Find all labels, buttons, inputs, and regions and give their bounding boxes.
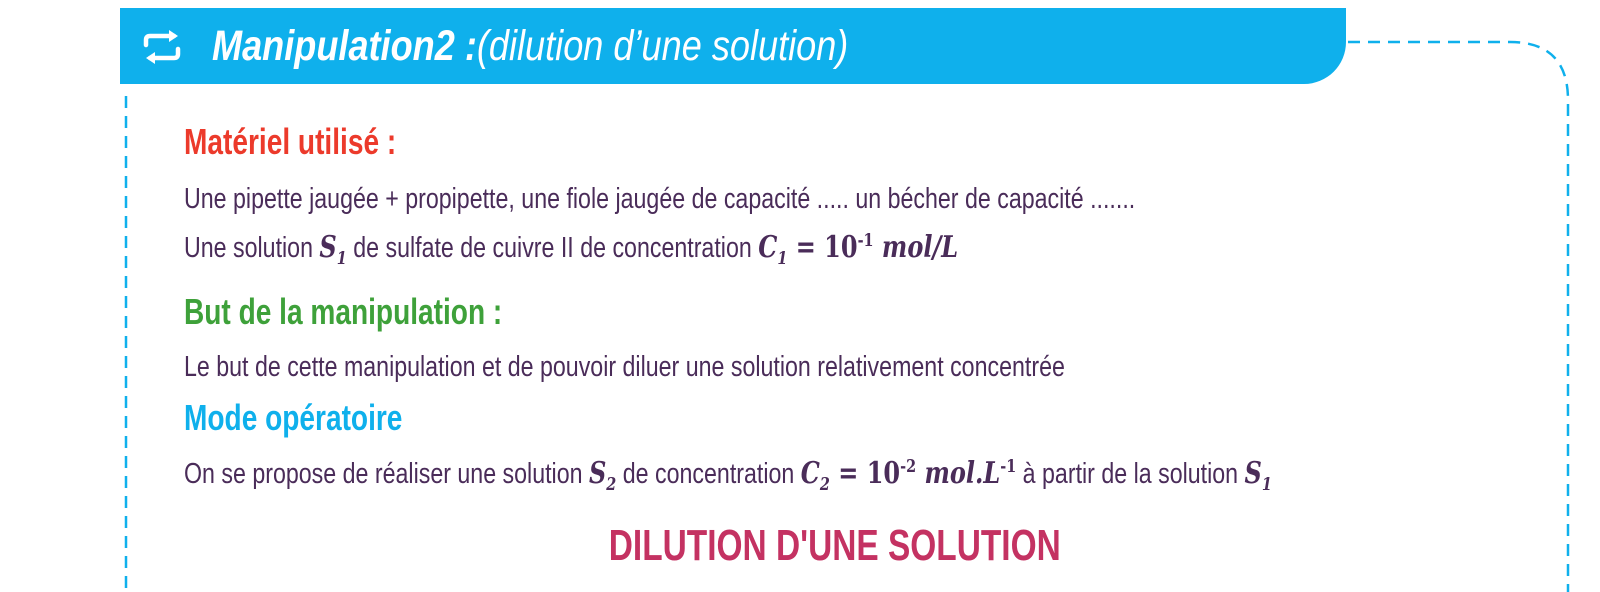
header-title	[212, 16, 848, 76]
content	[184, 118, 1574, 506]
repeat-arrows-icon	[140, 30, 184, 64]
solution-s2-symbol: $S_2$	[588, 456, 617, 495]
materiel-line-2	[184, 220, 1296, 280]
section-title: DILUTION D'UNE SOLUTION	[608, 521, 1061, 570]
mode-heading: Mode opératoire	[184, 397, 403, 438]
solution-s1-ref: $S_1$	[1244, 456, 1272, 495]
materiel-heading: Matériel utilisé :	[184, 121, 397, 162]
mode-suffix: à partir de la solution	[1016, 458, 1245, 490]
concentration-c2: $C_2 = 10^{-2}$ $mol.L^{-1}$	[800, 456, 1017, 495]
mode-prefix: On se propose de réaliser une solution	[184, 458, 589, 490]
mode-middle: de concentration	[616, 458, 801, 490]
header-banner	[120, 8, 1346, 84]
mode-text	[184, 446, 1296, 506]
materiel-line-1: Une pipette jaugée + propipette, une fiole jaugée de capacité ..... un bécher de capacité .......	[184, 183, 1136, 215]
solution-s1-symbol: $S_1$	[319, 230, 347, 269]
header-subtitle: (dilution d’une solution)	[476, 22, 849, 70]
but-heading: But de la manipulation :	[184, 291, 503, 332]
concentration-c1: $C_1 = 10^{-1}$ mol/L	[758, 230, 959, 269]
materiel-line-2-middle: de sulfate de cuivre II de concentration	[346, 232, 759, 264]
but-text: Le but de cette manipulation et de pouvoir diluer une solution relativement concentrée	[184, 351, 1065, 383]
materiel-line-2-prefix: Une solution	[184, 232, 320, 264]
header-title-main: Manipulation2 :	[212, 22, 477, 70]
